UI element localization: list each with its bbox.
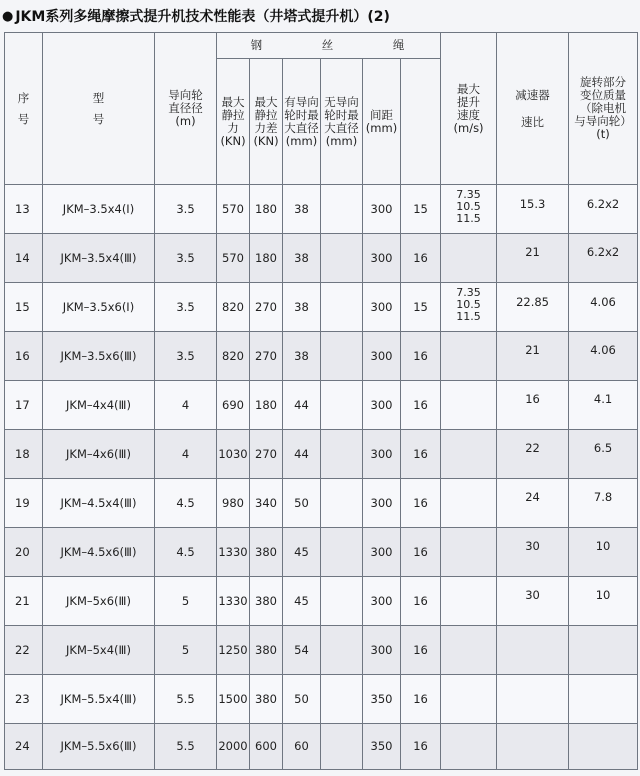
cell-max-static-tension: 820 (217, 283, 250, 332)
cell-max-static-tension: 570 (217, 234, 250, 283)
cell-max-speed: 16 (401, 724, 441, 770)
cell-seq: 13 (5, 185, 43, 234)
cell-diameter-without-guide (321, 528, 363, 577)
cell-rotating-mass (497, 675, 569, 724)
reducer-ratio-value: 7.35 (456, 188, 481, 201)
cell-diameter-with-guide: 38 (283, 234, 321, 283)
cell-model: JKM–5x4(Ⅲ) (43, 626, 155, 675)
cell-max-tension-diff: 180 (250, 234, 283, 283)
cell-guide-mass (569, 724, 638, 770)
cell-guide-mass: 4.06 (569, 332, 638, 381)
cell-reducer-ratio (441, 430, 497, 479)
cell-max-speed: 16 (401, 675, 441, 724)
header-seq: 序 号 (5, 33, 43, 185)
cell-max-tension-diff: 270 (250, 430, 283, 479)
header-model: 型 号 (43, 33, 155, 185)
cell-diameter-without-guide (321, 675, 363, 724)
cell-max-static-tension: 820 (217, 332, 250, 381)
cell-reducer-ratio (441, 479, 497, 528)
cell-max-static-tension: 1250 (217, 626, 250, 675)
cell-rotating-mass: 21 (497, 234, 569, 283)
header-rotating-mass: 旋转部分 变位质量 （除电机 与导向轮） (t) (569, 33, 638, 185)
cell-seq: 17 (5, 381, 43, 430)
spec-table (4, 32, 638, 770)
cell-spacing: 350 (363, 675, 401, 724)
cell-seq: 21 (5, 577, 43, 626)
cell-spacing: 300 (363, 479, 401, 528)
cell-seq: 19 (5, 479, 43, 528)
cell-guide-diameter: 4.5 (155, 479, 217, 528)
cell-rotating-mass: 30 (497, 528, 569, 577)
cell-reducer-ratio (441, 381, 497, 430)
cell-max-tension-diff: 270 (250, 283, 283, 332)
cell-seq: 20 (5, 528, 43, 577)
cell-rotating-mass: 21 (497, 332, 569, 381)
cell-reducer-ratio (441, 577, 497, 626)
cell-seq: 14 (5, 234, 43, 283)
reducer-ratio-value: 11.5 (456, 212, 481, 225)
title-bullet-icon: ● (2, 8, 14, 24)
table-row (5, 528, 638, 577)
cell-max-static-tension: 1500 (217, 675, 250, 724)
header-diameter-with-guide: 有导向 轮时最 大直径 (mm) (283, 59, 321, 185)
cell-reducer-ratio (441, 626, 497, 675)
cell-model: JKM–4.5x6(Ⅲ) (43, 528, 155, 577)
cell-max-speed: 15 (401, 283, 441, 332)
cell-diameter-without-guide (321, 234, 363, 283)
cell-spacing: 300 (363, 430, 401, 479)
cell-max-tension-diff: 380 (250, 626, 283, 675)
cell-guide-mass: 4.06 (569, 283, 638, 332)
cell-diameter-without-guide (321, 332, 363, 381)
cell-reducer-ratio (441, 528, 497, 577)
cell-max-static-tension: 980 (217, 479, 250, 528)
reducer-ratio-value: 7.35 (456, 286, 481, 299)
cell-spacing: 300 (363, 381, 401, 430)
cell-diameter-with-guide: 38 (283, 332, 321, 381)
table-row (5, 724, 638, 770)
cell-spacing: 300 (363, 528, 401, 577)
cell-max-tension-diff: 380 (250, 577, 283, 626)
page-title (2, 3, 390, 29)
cell-guide-diameter: 4.5 (155, 528, 217, 577)
cell-diameter-with-guide: 44 (283, 381, 321, 430)
cell-guide-diameter: 4 (155, 381, 217, 430)
title-text: JKM系列多绳摩擦式提升机技术性能表（井塔式提升机）(2) (15, 9, 390, 25)
table-row (5, 234, 638, 283)
table-row (5, 381, 638, 430)
cell-max-static-tension: 690 (217, 381, 250, 430)
reducer-ratio-value: 10.5 (456, 298, 481, 311)
cell-diameter-without-guide (321, 577, 363, 626)
table-row (5, 626, 638, 675)
cell-max-speed: 16 (401, 381, 441, 430)
cell-reducer-ratio (441, 332, 497, 381)
cell-max-speed: 16 (401, 430, 441, 479)
cell-rotating-mass: 22 (497, 430, 569, 479)
cell-guide-mass: 10 (569, 528, 638, 577)
cell-spacing: 300 (363, 577, 401, 626)
cell-rotating-mass: 30 (497, 577, 569, 626)
cell-rotating-mass: 16 (497, 381, 569, 430)
cell-diameter-without-guide (321, 283, 363, 332)
table-row (5, 479, 638, 528)
header-wire-rope: 钢 丝 绳 (217, 33, 441, 59)
table-row (5, 185, 638, 234)
cell-spacing: 300 (363, 626, 401, 675)
cell-spacing: 300 (363, 185, 401, 234)
cell-guide-diameter: 3.5 (155, 283, 217, 332)
cell-rotating-mass (497, 626, 569, 675)
cell-max-tension-diff: 600 (250, 724, 283, 770)
cell-diameter-with-guide: 50 (283, 675, 321, 724)
cell-max-tension-diff: 180 (250, 381, 283, 430)
cell-diameter-without-guide (321, 381, 363, 430)
cell-rotating-mass: 24 (497, 479, 569, 528)
cell-guide-diameter: 4 (155, 430, 217, 479)
cell-guide-diameter: 3.5 (155, 332, 217, 381)
cell-max-speed: 16 (401, 234, 441, 283)
cell-reducer-ratio (441, 185, 497, 234)
cell-max-tension-diff: 340 (250, 479, 283, 528)
cell-model: JKM–3.5x4(Ⅰ) (43, 185, 155, 234)
cell-guide-diameter: 5 (155, 577, 217, 626)
cell-seq: 22 (5, 626, 43, 675)
cell-model: JKM–3.5x6(Ⅲ) (43, 332, 155, 381)
header-max-tension-diff: 最大 静拉 力差 (KN) (250, 59, 283, 185)
cell-guide-diameter: 5 (155, 626, 217, 675)
cell-max-static-tension: 1330 (217, 577, 250, 626)
cell-diameter-without-guide (321, 724, 363, 770)
cell-guide-mass: 6.2x2 (569, 234, 638, 283)
cell-guide-diameter: 5.5 (155, 675, 217, 724)
cell-model: JKM–3.5x4(Ⅲ) (43, 234, 155, 283)
cell-reducer-ratio (441, 283, 497, 332)
header-spacing: 间距 (mm) (363, 59, 401, 185)
cell-diameter-without-guide (321, 430, 363, 479)
cell-diameter-with-guide: 50 (283, 479, 321, 528)
cell-max-tension-diff: 380 (250, 528, 283, 577)
cell-model: JKM–4x6(Ⅲ) (43, 430, 155, 479)
cell-diameter-without-guide (321, 479, 363, 528)
cell-max-static-tension: 1330 (217, 528, 250, 577)
cell-guide-diameter: 3.5 (155, 234, 217, 283)
cell-diameter-with-guide: 38 (283, 283, 321, 332)
header-reducer-ratio: 减速器 速比 (497, 33, 569, 185)
cell-spacing: 300 (363, 283, 401, 332)
header-max-static-tension: 最大 静拉 力 (KN) (217, 59, 250, 185)
cell-guide-mass: 6.5 (569, 430, 638, 479)
reducer-ratio-value: 10.5 (456, 200, 481, 213)
cell-seq: 24 (5, 724, 43, 770)
cell-rotating-mass: 15.3 (497, 185, 569, 234)
cell-spacing: 350 (363, 724, 401, 770)
cell-max-speed: 16 (401, 479, 441, 528)
cell-spacing: 300 (363, 332, 401, 381)
cell-reducer-ratio (441, 675, 497, 724)
cell-max-tension-diff: 380 (250, 675, 283, 724)
cell-reducer-ratio (441, 724, 497, 770)
cell-spacing: 300 (363, 234, 401, 283)
cell-guide-diameter: 3.5 (155, 185, 217, 234)
cell-diameter-with-guide: 54 (283, 626, 321, 675)
cell-diameter-with-guide: 45 (283, 528, 321, 577)
cell-max-static-tension: 2000 (217, 724, 250, 770)
cell-max-speed: 15 (401, 185, 441, 234)
cell-guide-diameter: 5.5 (155, 724, 217, 770)
cell-seq: 16 (5, 332, 43, 381)
cell-diameter-with-guide: 45 (283, 577, 321, 626)
cell-model: JKM–4.5x4(Ⅲ) (43, 479, 155, 528)
cell-guide-mass: 4.1 (569, 381, 638, 430)
reducer-ratio-value: 11.5 (456, 310, 481, 323)
cell-diameter-without-guide (321, 626, 363, 675)
cell-guide-mass (569, 675, 638, 724)
header-max-speed: 最大 提升 速度 (m/s) (441, 33, 497, 185)
cell-guide-mass: 10 (569, 577, 638, 626)
cell-max-tension-diff: 180 (250, 185, 283, 234)
cell-guide-mass: 7.8 (569, 479, 638, 528)
cell-max-speed: 16 (401, 528, 441, 577)
cell-max-speed: 16 (401, 626, 441, 675)
cell-seq: 18 (5, 430, 43, 479)
cell-guide-mass (569, 626, 638, 675)
cell-max-tension-diff: 270 (250, 332, 283, 381)
cell-reducer-ratio (441, 234, 497, 283)
cell-diameter-with-guide: 44 (283, 430, 321, 479)
cell-max-speed: 16 (401, 577, 441, 626)
cell-max-static-tension: 570 (217, 185, 250, 234)
header-diameter-without-guide: 无导向 轮时最 大直径 (mm) (321, 59, 363, 185)
table-row (5, 675, 638, 724)
cell-seq: 23 (5, 675, 43, 724)
cell-guide-mass: 6.2x2 (569, 185, 638, 234)
header-guide-wheel-diameter: 导向轮 直径径 (m) (155, 33, 217, 185)
table-row (5, 430, 638, 479)
cell-model: JKM–5.5x6(Ⅲ) (43, 724, 155, 770)
cell-rotating-mass (497, 724, 569, 770)
cell-diameter-without-guide (321, 185, 363, 234)
cell-model: JKM–5.5x4(Ⅲ) (43, 675, 155, 724)
table-row (5, 332, 638, 381)
cell-model: JKM–5x6(Ⅲ) (43, 577, 155, 626)
cell-rotating-mass: 22.85 (497, 283, 569, 332)
cell-diameter-with-guide: 38 (283, 185, 321, 234)
cell-seq: 15 (5, 283, 43, 332)
cell-diameter-with-guide: 60 (283, 724, 321, 770)
cell-model: JKM–4x4(Ⅲ) (43, 381, 155, 430)
cell-max-speed: 16 (401, 332, 441, 381)
table-row (5, 577, 638, 626)
cell-model: JKM–3.5x6(Ⅰ) (43, 283, 155, 332)
cell-max-static-tension: 1030 (217, 430, 250, 479)
table-row (5, 283, 638, 332)
